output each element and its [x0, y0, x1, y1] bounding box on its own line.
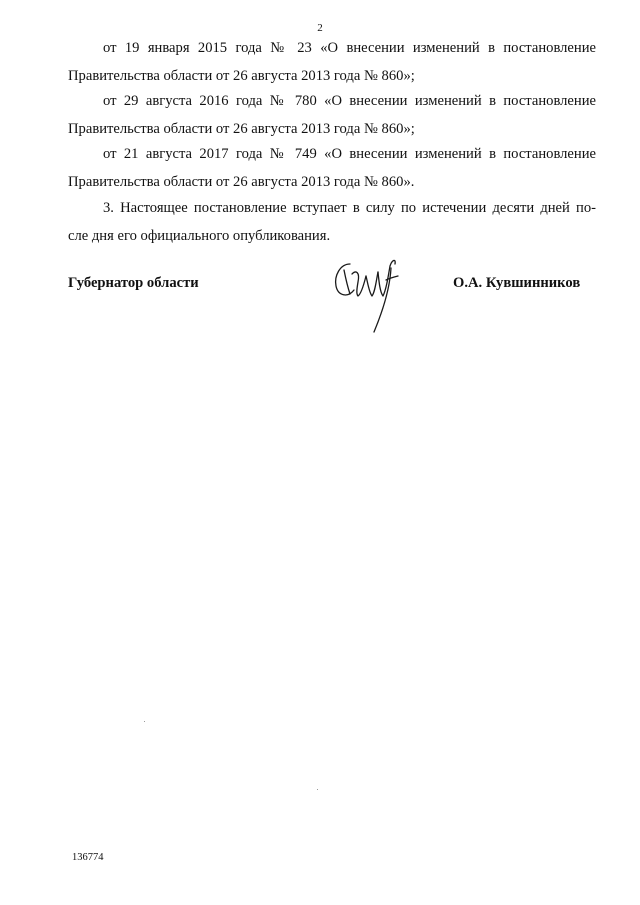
paragraph-line: от 21 августа 2017 года № 749 «О внесении изменений в постановление: [103, 146, 596, 162]
clause-3-effective-date: [68, 194, 596, 250]
paragraph-line: 3. Настоящее постановление вступает в силу по истечении десяти дней по-: [103, 200, 596, 216]
paragraph-line: от 29 августа 2016 года № 780 «О внесении изменений в постановление: [103, 93, 596, 109]
amendment-item-2017: [68, 140, 596, 196]
page-number: 2: [317, 22, 323, 34]
document-code: 136774: [72, 852, 104, 863]
amendment-item-2015: [68, 34, 596, 90]
paragraph-line: Правительства области от 26 августа 2013 года № 860»;: [68, 68, 415, 84]
amendment-item-2016: [68, 87, 596, 143]
paragraph-line: сле дня его официального опубликования.: [68, 228, 331, 244]
scan-speck: [144, 721, 145, 722]
handwritten-signature: [328, 250, 408, 336]
paragraph-line: Правительства области от 26 августа 2013 года № 860»;: [68, 121, 415, 137]
signatory-name: О.А. Кувшинников: [453, 275, 581, 291]
scan-speck: [317, 789, 318, 790]
paragraph-line: от 19 января 2015 года № 23 «О внесении изменений в постановление: [103, 40, 596, 56]
signatory-title: Губернатор области: [68, 275, 199, 291]
paragraph-line: Правительства области от 26 августа 2013 года № 860».: [68, 174, 415, 190]
